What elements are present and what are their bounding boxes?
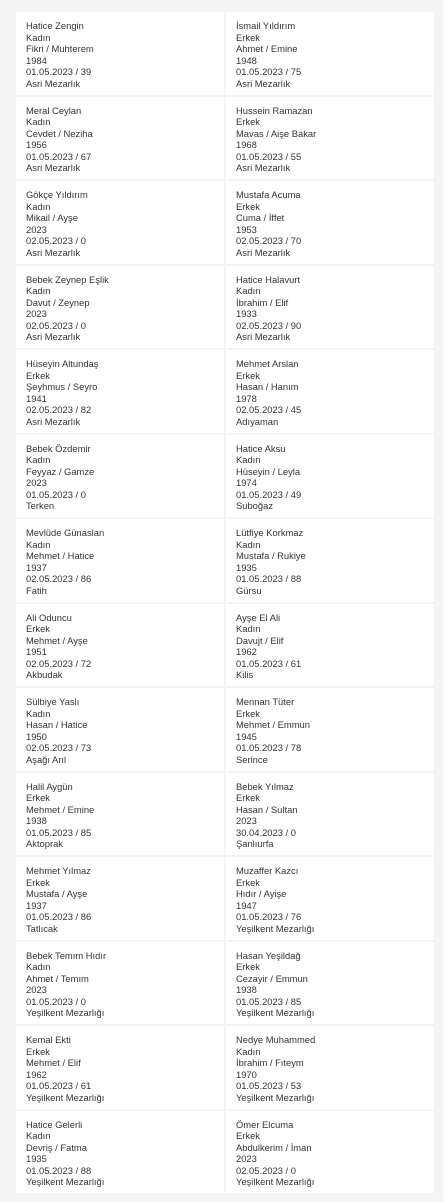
record-parents: Hasan / Hanım [236,381,299,393]
record-birth-year: 1948 [236,54,257,66]
record-place: Yeşilkent Mezarlığı [26,1091,105,1103]
record-date-age: 01.05.2023 / 86 [26,911,92,923]
record-parents: Cevdet / Neziha [26,127,93,139]
record-gender: Erkek [236,116,260,128]
record-place: Asri Mezarlık [236,77,291,89]
record-birth-year: 1933 [236,308,257,320]
record-card [226,857,434,940]
record-birth-year: 1935 [26,1153,47,1165]
record-birth-year: 1956 [26,139,47,151]
record-parents: İbrahim / Elif [236,296,289,308]
record-date-age: 01.05.2023 / 88 [26,1164,92,1176]
record-gender: Erkek [236,792,260,804]
record-date-age: 01.05.2023 / 49 [236,488,302,500]
record-parents: Cuma / İffet [236,212,285,224]
record-gender: Erkek [26,369,50,381]
record-date-age: 02.05.2023 / 90 [236,319,302,331]
record-place: Asri Mezarlık [26,77,81,89]
record-parents: Cezayir / Emmun [236,972,308,984]
record-name: Bebek Yılmaz [236,780,294,792]
record-card [16,942,224,1025]
record-card [226,12,434,95]
record-date-age: 01.05.2023 / 85 [236,995,302,1007]
record-parents: Hasan / Sultan [236,803,298,815]
record-card [16,12,224,95]
record-parents: Davujt / Elif [236,634,284,646]
record-birth-year: 1945 [236,730,257,742]
record-gender: Kadın [26,961,51,973]
record-name: Hatice Gelerli [26,1118,83,1130]
record-date-age: 01.05.2023 / 75 [236,66,302,78]
record-name: Ali Oduncu [26,611,72,623]
record-card [226,688,434,771]
record-place: Asri Mezarlık [236,162,291,174]
record-birth-year: 1962 [26,1068,47,1080]
record-parents: Abdulkerim / İman [236,1141,312,1153]
record-date-age: 02.05.2023 / 72 [26,657,92,669]
record-birth-year: 1978 [236,392,257,404]
record-parents: Hasan / Hatice [26,719,88,731]
record-birth-year: 1941 [26,392,47,404]
record-birth-year: 1953 [236,223,257,235]
record-gender: Kadın [26,285,51,297]
record-name: Gökçe Yıldırım [26,189,88,200]
record-name: Hatice Zengin [26,20,84,31]
record-place: Aktoprak [26,838,63,850]
record-place: Akbudak [26,669,63,681]
record-date-age: 02.05.2023 / 70 [236,235,302,247]
record-card [16,266,224,349]
record-gender: Erkek [236,31,260,43]
record-place: Gürsu [236,584,262,596]
record-birth-year: 1938 [236,984,257,996]
record-gender: Kadın [26,707,51,719]
record-place: Aşağı Arıl [26,753,67,765]
record-place: Tatlıcak [26,922,58,934]
record-date-age: 02.05.2023 / 82 [26,404,92,416]
record-date-age: 01.05.2023 / 53 [236,1080,302,1092]
record-card [226,1026,434,1109]
record-card [16,435,224,518]
record-card [226,519,434,602]
record-parents: Fikri / Muhterem [26,43,94,55]
record-birth-year: 2023 [26,477,47,489]
record-place: Asri Mezarlık [236,331,291,343]
record-date-age: 01.05.2023 / 0 [26,995,86,1007]
record-name: Kemal Ekti [26,1034,71,1045]
record-birth-year: 2023 [26,308,47,320]
record-date-age: 02.05.2023 / 45 [236,404,302,416]
record-card [16,519,224,602]
record-place: Asri Mezarlık [26,162,81,174]
record-place: Yeşilkent Mezarlığı [236,922,315,934]
record-birth-year: 2023 [26,223,47,235]
record-name: Hussein Ramazan [236,104,313,116]
record-gender: Kadın [236,538,261,550]
record-date-age: 01.05.2023 / 39 [26,66,92,78]
record-gender: Kadın [236,1045,261,1057]
record-name: İsmail Yıldırım [236,20,296,31]
record-parents: Feyyaz / Gamze [26,465,95,477]
record-name: Ömer Elcuma [236,1118,294,1130]
record-parents: Ahmet / Temım [26,972,89,984]
record-gender: Kadın [26,31,51,43]
record-date-age: 02.05.2023 / 73 [26,742,92,754]
record-parents: Davut / Zeynep [26,296,90,308]
record-date-age: 01.05.2023 / 85 [26,826,92,838]
record-parents: Mustafa / Ayşe [26,888,88,900]
record-name: Halil Aygün [26,780,73,792]
record-parents: Ahmet / Emine [236,43,298,55]
record-gender: Erkek [236,369,260,381]
record-gender: Erkek [26,623,50,635]
record-name: Mustafa Acuma [236,189,301,200]
record-place: Asri Mezarlık [26,246,81,258]
record-name: Mennan Tüter [236,696,295,707]
record-birth-year: 1950 [26,730,47,742]
record-birth-year: 1984 [26,54,47,66]
record-card [226,181,434,264]
record-date-age: 02.05.2023 / 0 [26,319,86,331]
record-birth-year: 1974 [236,477,257,489]
record-place: Asri Mezarlık [236,246,291,258]
record-gender: Kadın [26,538,51,550]
record-gender: Kadın [26,1130,51,1142]
record-parents: İbrahim / Fıteym [236,1057,304,1069]
record-date-age: 01.05.2023 / 78 [236,742,302,754]
record-date-age: 02.05.2023 / 86 [26,573,92,585]
record-parents: Mehmet / Emmun [236,719,310,731]
record-gender: Erkek [236,200,260,212]
record-parents: Mehmet / Emine [26,803,95,815]
record-card [16,1111,224,1194]
record-parents: Mavas / Aişe Bakar [236,127,317,139]
record-place: Adıyaman [236,415,279,427]
record-gender: Erkek [236,961,260,973]
record-name: Hüseyin Altundaş [26,358,99,369]
record-place: Suboğaz [236,500,274,512]
record-date-age: 01.05.2023 / 67 [26,150,92,162]
record-parents: Şeyhmus / Seyro [26,381,98,393]
record-name: Sülbiye Yaslı [26,696,80,707]
record-place: Yeşilkent Mezarlığı [236,1091,315,1103]
record-date-age: 02.05.2023 / 0 [236,1164,296,1176]
record-birth-year: 1962 [236,646,257,658]
record-parents: Mehmet / Hatice [26,550,95,562]
record-card [226,773,434,856]
record-birth-year: 1970 [236,1068,257,1080]
record-gender: Erkek [236,707,260,719]
record-birth-year: 1951 [26,646,47,658]
record-parents: Devriş / Fatma [26,1141,87,1153]
record-date-age: 01.05.2023 / 88 [236,573,302,585]
record-place: Terken [26,500,55,512]
record-place: Yeşilkent Mezarlığı [236,1176,315,1188]
record-name: Hatice Halavurt [236,273,301,285]
record-place: Serince [236,753,268,765]
record-birth-year: 2023 [26,984,47,996]
record-gender: Kadın [26,454,51,466]
record-card [226,435,434,518]
record-place: Fatih [26,584,47,596]
record-card [16,181,224,264]
record-name: Bebek Temım Hıdır [26,949,107,961]
record-card [226,97,434,180]
record-place: Asri Mezarlık [26,415,81,427]
record-parents: Mikail / Ayşe [26,212,78,224]
record-birth-year: 1937 [26,899,47,911]
record-gender: Erkek [26,876,50,888]
record-date-age: 01.05.2023 / 0 [26,488,86,500]
record-name: Bebek Özdemir [26,442,91,454]
record-birth-year: 1947 [236,899,257,911]
record-gender: Erkek [236,876,260,888]
record-card [16,857,224,940]
record-card [226,266,434,349]
record-birth-year: 1937 [26,561,47,573]
record-parents: Mehmet / Elif [26,1057,81,1069]
record-date-age: 01.05.2023 / 61 [26,1080,92,1092]
record-date-age: 30.04.2023 / 0 [236,826,296,838]
record-name: Hatice Aksu [236,442,286,454]
record-place: Kilis [236,669,254,681]
record-birth-year: 2023 [236,815,257,827]
record-gender: Kadın [236,454,261,466]
record-parents: Hüseyin / Leyla [236,465,301,477]
record-gender: Kadın [26,200,51,212]
record-name: Bebek Zeynep Eşlik [26,273,109,285]
record-name: Lütfiye Korkmaz [236,527,304,538]
record-name: Mehmet Yılmaz [26,865,91,876]
record-birth-year: 1968 [236,139,257,151]
record-date-age: 01.05.2023 / 55 [236,150,302,162]
record-date-age: 02.05.2023 / 0 [26,235,86,247]
record-card [226,350,434,433]
record-gender: Erkek [26,1045,50,1057]
record-place: Şanlıurfa [236,838,274,850]
record-birth-year: 1938 [26,815,47,827]
record-card [16,688,224,771]
record-name: Ayşe El Ali [236,611,281,623]
record-gender: Kadın [236,285,261,297]
record-card [16,97,224,180]
record-gender: Kadın [26,116,51,128]
record-parents: Hıdır / Ayişe [236,888,287,900]
record-card [226,1111,434,1194]
record-card [16,350,224,433]
record-date-age: 01.05.2023 / 61 [236,657,302,669]
record-place: Yeşilkent Mezarlığı [26,1176,105,1188]
record-place: Yeşilkent Mezarlığı [236,1007,315,1019]
record-card [16,1026,224,1109]
record-name: Hasan Yeşildağ [236,949,301,961]
record-name: Mevlüde Günaslan [26,527,105,538]
record-date-age: 01.05.2023 / 76 [236,911,302,923]
record-name: Nedye Muhammed [236,1034,316,1045]
record-name: Muzaffer Kazcı [236,865,299,876]
record-birth-year: 1935 [236,561,257,573]
record-birth-year: 2023 [236,1153,257,1165]
record-gender: Kadın [236,623,261,635]
record-gender: Erkek [26,792,50,804]
record-parents: Mehmet / Ayşe [26,634,88,646]
record-place: Yeşilkent Mezarlığı [26,1007,105,1019]
record-card [16,604,224,687]
record-card [226,604,434,687]
records-grid [16,12,438,1193]
record-name: Mehmet Arslan [236,358,299,369]
record-gender: Erkek [236,1130,260,1142]
record-name: Meral Ceylan [26,104,82,116]
record-card [16,773,224,856]
record-card [226,942,434,1025]
record-parents: Mustafa / Rukiye [236,550,306,562]
record-place: Asri Mezarlık [26,331,81,343]
